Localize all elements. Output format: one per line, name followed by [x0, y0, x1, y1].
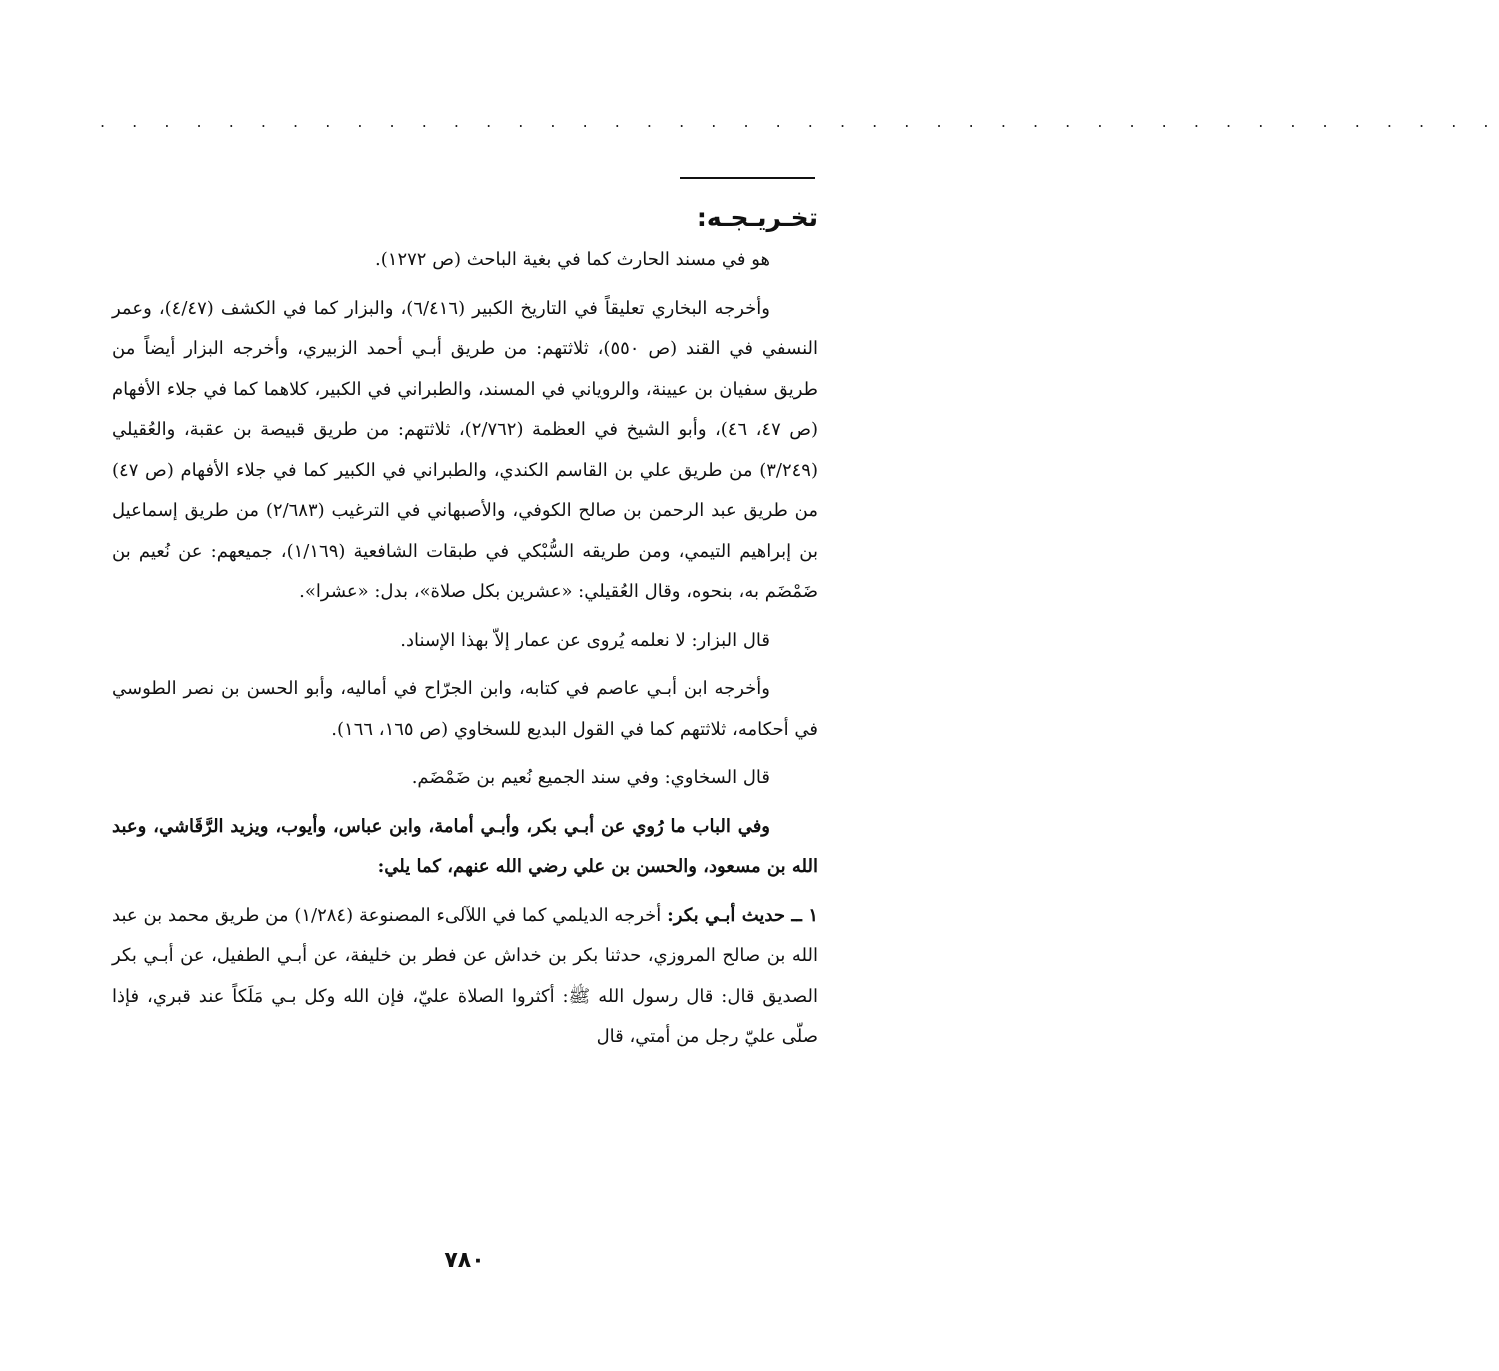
paragraph: قال السخاوي: وفي سند الجميع نُعيم بن ضَمْضَم.	[411, 767, 770, 788]
hadith-item	[112, 896, 818, 1058]
paragraph-bold: وفي الباب ما رُوي عن أبـي بكر، وأبـي أمامة، وابن عباس، وأيوب، ويزيد الرَّقَاشي، وعبد الله بن مسعود، والحسن بن علي رضي الله عنهم، كما يلي:	[112, 815, 818, 877]
paragraph: وأخرجه ابن أبـي عاصم في كتابه، وابن الجرّاح في أماليه، وأبو الحسن بن نصر الطوسي في أحكامه، ثلاثتهم كما في القول البديع للسخاوي (ص ١٦٥، ١٦٦).	[112, 678, 818, 740]
separator-dots: . . . . . . . . . . . . . . . . . . . . . . . . . . . . . . . . . . . . . . . . . . . .	[100, 112, 1499, 131]
paragraph: وأخرجه البخاري تعليقاً في التاريخ الكبير (٦/٤١٦)، والبزار كما في الكشف (٤/٤٧)، وعمر النسفي في القند (ص ٥٥٠)، ثلاثتهم: من طريق أبـي أحمد الزبيري، وأخرجه البزار أيضاً من طريق سفيان بن عيينة، والروياني في المسند، والطبراني في الكبير، كلاهما كما في جلاء الأفهام (ص ٤٧، ٤٦)، وأبو الشيخ في العظمة (٢/٧٦٢)، ثلاثتهم: من طريق قبيصة بن عقبة، والعُقيلي (٣/٢٤٩) من طريق علي بن القاسم الكندي، والطبراني في الكبير كما في جلاء الأفهام (ص ٤٧) من طريق عبد الرحمن بن صالح الكوفي، والأصبهاني في الترغيب (٢/٦٨٣) من طريق إسماعيل بن إبراهيم التيمي، ومن طريقه السُّبْكي في طبقات الشافعية (١/١٦٩)، جميعهم: عن نُعيم بن ضَمْضَم به، بنحوه، وقال العُقيلي: «عشرين بكل صلاة»، بدل: «عشرا».	[112, 297, 819, 602]
page-number: ٧٨٠	[444, 1248, 485, 1273]
main-text	[112, 198, 818, 1238]
hadith-text: أخرجه الديلمي كما في اللآلىء المصنوعة (١/٢٨٤) من طريق محمد بن عبد الله بن صالح المروزي، حدثنا بكر بن خداش عن فطر بن خليفة، عن أبـي الطفيل، عن أبـي بكر الصديق قال: قال رسول الله ﷺ: أكثروا الصلاة عليّ، فإن الله وكل بـي مَلَكاً عند قبري، فإذا صلّى عليّ رجل من أمتي، قال	[112, 904, 818, 1047]
paragraph: قال البزار: لا نعلمه يُروى عن عمار إلاّ بهذا الإسناد.	[400, 629, 770, 651]
paragraph: هو في مسند الحارث كما في بغية الباحث (ص ١٢٧٢).	[375, 249, 770, 270]
hadith-label: ١ ــ حديث أبـي بكر:	[667, 904, 819, 926]
section-heading: تخـريـجـه:	[696, 203, 818, 232]
footnote-rule	[680, 177, 815, 179]
